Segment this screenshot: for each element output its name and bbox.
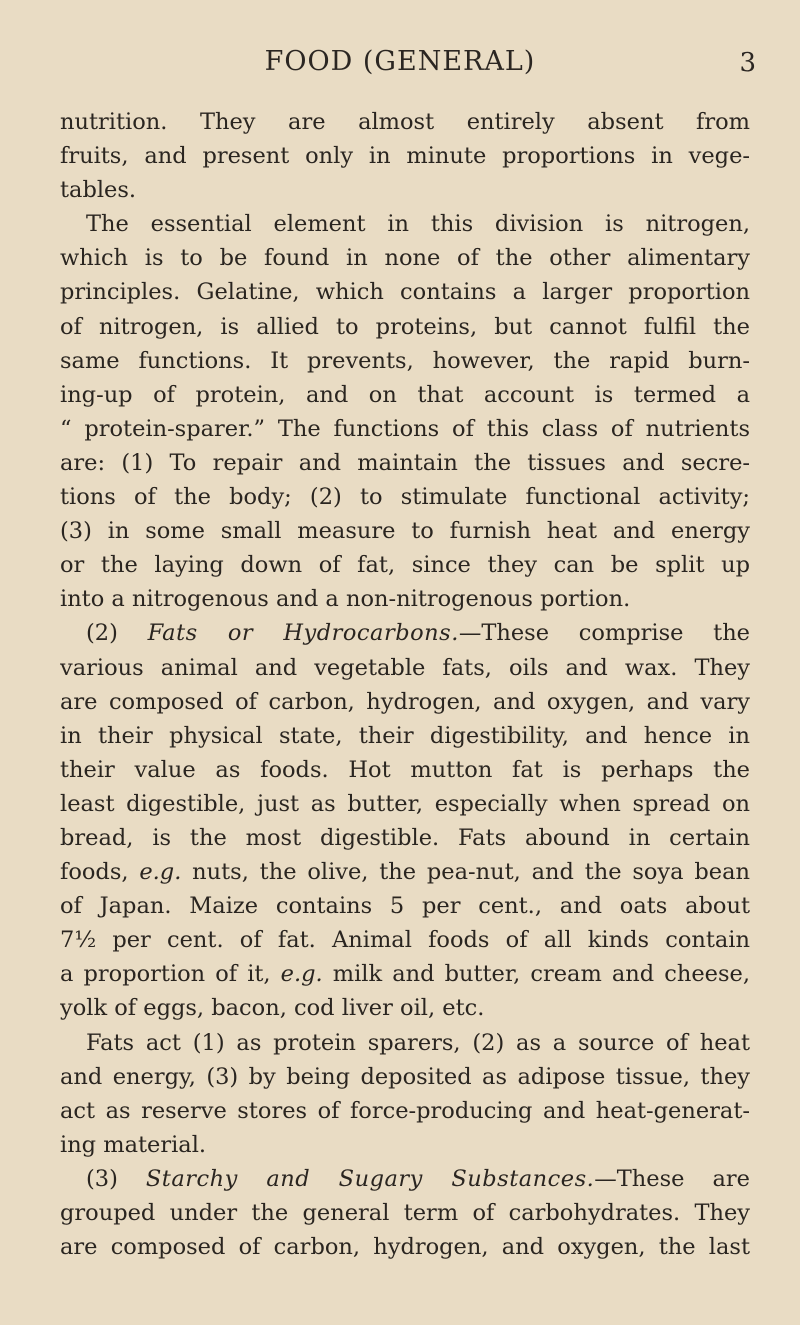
- text-line: and energy, (3) by being deposited as adipose tissue, they: [60, 1063, 750, 1090]
- section-heading: Fats or Hydrocarbons.: [147, 620, 459, 647]
- text-line: “ protein-sparer.” The functions of this class of nutrients: [60, 415, 750, 442]
- text-line: ing material.: [60, 1131, 207, 1158]
- text-line: are composed of carbon, hydrogen, and oxygen, and vary: [60, 688, 750, 715]
- text-line: tions of the body; (2) to stimulate functional activity;: [60, 484, 750, 511]
- section-text: —These comprise the: [458, 620, 750, 647]
- text-line: or the laying down of fat, since they can be split up: [60, 552, 750, 579]
- section-number: (3): [86, 1165, 146, 1192]
- section-heading-line: [60, 1162, 750, 1196]
- text-fragment: foods,: [60, 859, 140, 886]
- text-line: bread, is the most digestible. Fats abound in certain: [60, 824, 750, 851]
- text-line: their value as foods. Hot mutton fat is perhaps the: [60, 756, 750, 783]
- text-line: same functions. It prevents, however, the rapid burn-: [60, 347, 750, 374]
- text-fragment: a proportion of it,: [60, 961, 281, 988]
- text-line: yolk of eggs, bacon, cod liver oil, etc.: [60, 995, 485, 1022]
- text-line: are: (1) To repair and maintain the tissues and secre-: [60, 449, 750, 476]
- text-fragment: nuts, the olive, the pea-nut, and the soya bean: [181, 859, 750, 886]
- italic-abbreviation: e.g.: [280, 961, 323, 988]
- text-line: into a nitrogenous and a non-nitrogenous portion.: [60, 586, 631, 613]
- text-line: act as reserve stores of force-producing and heat-generat-: [60, 1097, 750, 1124]
- text-line: in their physical state, their digestibility, and hence in: [60, 722, 750, 749]
- body-text: [60, 105, 750, 1264]
- text-line: least digestible, just as butter, especially when spread on: [60, 790, 750, 817]
- text-line: of Japan. Maize contains 5 per cent., and oats about: [60, 893, 750, 920]
- text-line: 7½ per cent. of fat. Animal foods of all kinds contain: [60, 927, 750, 954]
- section-text: —These are: [594, 1165, 750, 1192]
- text-line: fruits, and present only in minute proportions in vege-: [60, 143, 750, 170]
- text-line: [60, 957, 750, 991]
- text-line: of nitrogen, is allied to proteins, but cannot fulfil the: [60, 313, 750, 340]
- text-fragment: milk and butter, cream and cheese,: [322, 961, 750, 988]
- text-line: Fats act (1) as protein sparers, (2) as a source of heat: [86, 1029, 750, 1056]
- text-line: various animal and vegetable fats, oils and wax. They: [60, 654, 750, 681]
- text-line: nutrition. They are almost entirely absent from: [60, 109, 750, 135]
- text-line: tables.: [60, 177, 137, 204]
- section-heading-line: [60, 616, 750, 650]
- running-head: [0, 40, 800, 84]
- text-line: The essential element in this division is nitrogen,: [86, 211, 750, 238]
- text-line: which is to be found in none of the other alimentary: [60, 245, 750, 272]
- text-line: principles. Gelatine, which contains a larger proportion: [60, 279, 750, 306]
- section-heading: Starchy and Sugary Substances.: [145, 1165, 595, 1192]
- text-line: ing-up of protein, and on that account is termed a: [60, 381, 750, 408]
- chapter-title: FOOD (GENERAL): [264, 46, 536, 77]
- text-line: [60, 855, 750, 889]
- text-line: (3) in some small measure to furnish heat and energy: [60, 518, 750, 545]
- section-number: (2): [86, 620, 148, 647]
- italic-abbreviation: e.g.: [139, 859, 182, 886]
- text-line: grouped under the general term of carbohydrates. They: [60, 1200, 750, 1226]
- text-line: are composed of carbon, hydrogen, and oxygen, the last: [60, 1234, 750, 1261]
- page-number: 3: [739, 48, 756, 78]
